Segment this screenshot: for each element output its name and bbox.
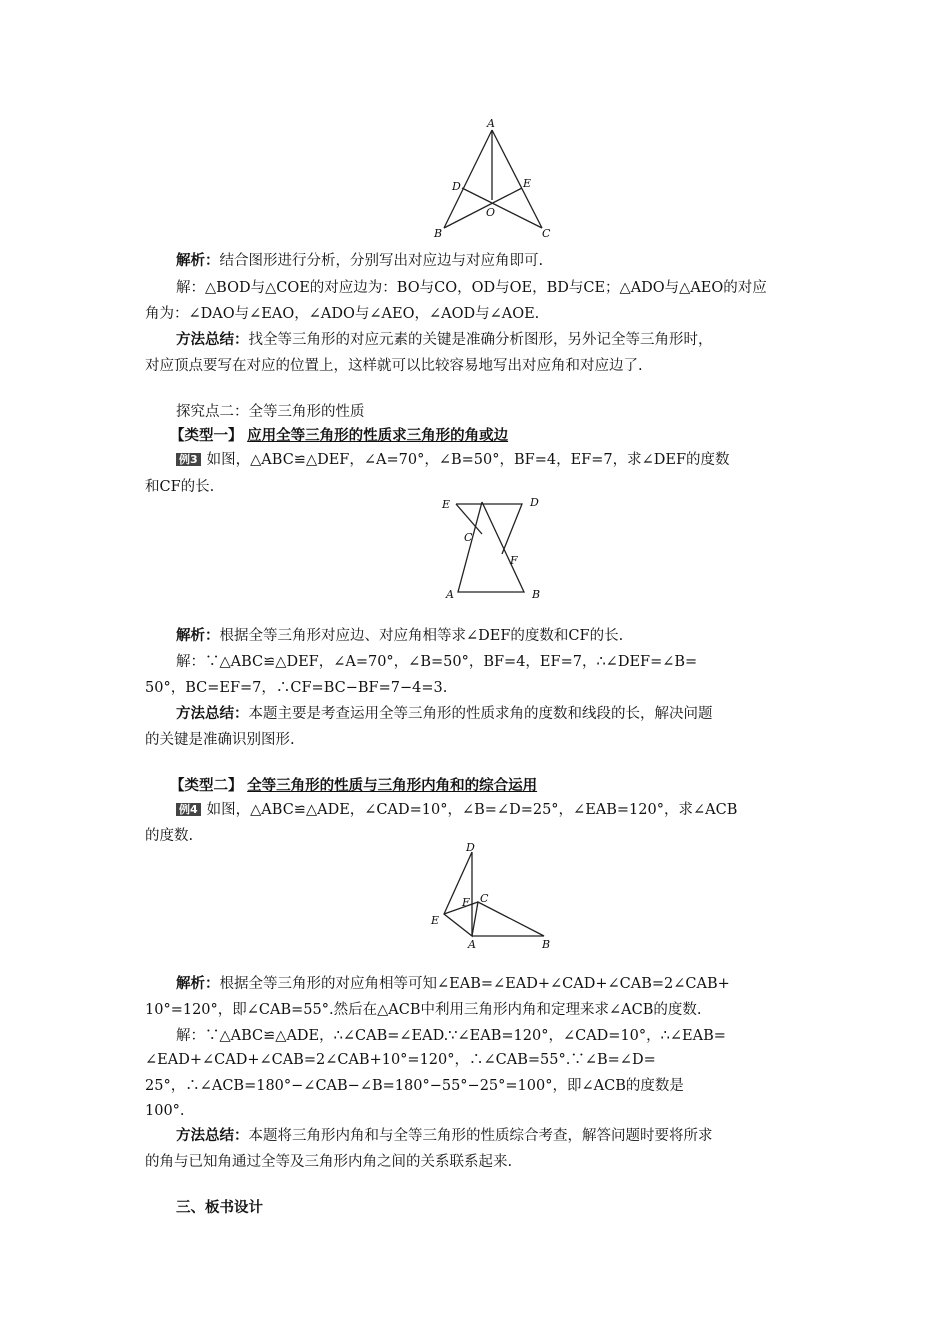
label-C: C [480,892,489,905]
solution-3-line1: 解：∵△ABC≌△ADE，∴∠CAB=∠EAD.∵∠EAB=120°，∠CAD=10°，∴∠EAB= [176,1028,726,1044]
label-A: A [487,117,495,130]
solution-3-line4: 100°. [145,1103,185,1119]
label-B: B [542,938,551,951]
example-3-line2: 和CF的长. [145,479,215,495]
analysis-label: 解析： [176,976,220,992]
figure-2 [436,494,556,604]
summary-text: 找全等三角形的对应元素的关键是准确分析图形，另外记全等三角形时， [248,332,713,348]
segment-AC [492,130,542,228]
label-F: F [510,554,518,567]
summary-text: 本题主要是考查运用全等三角形的性质求角的度数和线段的长，解决问题 [248,706,713,722]
example-3-text: 如图，△ABC≌△DEF，∠A=70°，∠B=50°，BF=4，EF=7，求∠DEF的度数 [206,452,730,468]
summary-2-line2: 的关键是准确识别图形. [145,732,295,748]
summary-text: 本题将三角形内角和与全等三角形的性质综合考查，解答问题时要将所求 [248,1128,713,1144]
segment-AB [444,130,492,228]
example-3-tag: 例3 [176,453,201,466]
type-2-heading [170,776,537,796]
solution-1-line2: 角为：∠DAO与∠EAO，∠ADO与∠AEO，∠AOD与∠AOE. [145,306,540,322]
label-F: F [462,896,470,909]
segment-CD [462,188,542,228]
label-D: D [466,841,475,854]
summary-3-line1 [176,1126,713,1146]
figure-1 [420,118,570,240]
label-B: B [532,588,541,601]
analysis-3-line2: 10°=120°，即∠CAB=55°.然后在△ACB中利用三角形内角和定理来求∠ACB的度数. [145,1002,702,1018]
label-E: E [442,498,451,511]
analysis-3-line1 [176,974,730,994]
label-C: C [542,227,551,240]
analysis-2 [176,626,623,646]
label-C: C [464,531,473,544]
triangle-ADE [444,852,472,936]
triangle-ABC [458,502,524,592]
section-heading-board-design: 三、板书设计 [176,1200,263,1216]
summary-label: 方法总结： [176,1128,249,1144]
analysis-label: 解析： [176,628,220,644]
figure-3 [424,840,564,952]
type-2-bracket: 【类型二】 [170,778,243,794]
summary-1-line2: 对应顶点要写在对应的位置上，这样就可以比较容易地写出对应角和对应边了. [145,358,643,374]
summary-label: 方法总结： [176,706,249,722]
label-D: D [452,180,461,193]
analysis-text: 根据全等三角形的对应角相等可知∠EAB=∠EAD+∠CAD+∠CAB=2∠CAB+ [219,976,730,992]
type-1-title: 应用全等三角形的性质求三角形的角或边 [247,428,509,444]
example-4-line2: 的度数. [145,828,194,844]
analysis-1 [176,251,543,271]
segment-BE [444,188,522,228]
analysis-text: 结合图形进行分析，分别写出对应边与对应角即可. [219,253,544,269]
label-D: D [530,496,539,509]
example-4-text: 如图，△ABC≌△ADE，∠CAD=10°，∠B=∠D=25°，∠EAB=120°，求∠ACB [206,802,738,818]
solution-3-line3: 25°，∴∠ACB=180°−∠CAB−∠B=180°−55°−25°=100°，即∠ACB的度数是 [145,1078,684,1094]
triangle-DEF [456,504,522,554]
example-4-tag: 例4 [176,803,201,816]
exploration-point-2: 探究点二：全等三角形的性质 [176,404,365,420]
label-A: A [468,938,476,951]
label-E: E [523,177,532,190]
label-B: B [434,227,443,240]
label-A: A [446,588,454,601]
summary-2-line1 [176,704,713,724]
solution-3-line2: ∠EAD+∠CAD+∠CAB=2∠CAB+10°=120°，∴∠CAB=55°.∵∠B=∠D= [145,1052,656,1068]
solution-1-line1: 解：△BOD与△COE的对应边为：BO与CO，OD与OE，BD与CE；△ADO与△AEO的对应 [176,280,767,296]
type-1-heading [170,426,508,446]
example-3-line1 [176,450,730,470]
label-O: O [486,206,496,219]
type-2-title: 全等三角形的性质与三角形内角和的综合运用 [247,778,538,794]
solution-2-line1: 解：∵△ABC≌△DEF，∠A=70°，∠B=50°，BF=4，EF=7，∴∠DEF=∠B= [176,654,698,670]
type-1-bracket: 【类型一】 [170,428,243,444]
analysis-label: 解析： [176,253,220,269]
analysis-text: 根据全等三角形对应边、对应角相等求∠DEF的度数和CF的长. [219,628,624,644]
summary-1-line1 [176,330,713,350]
summary-3-line2: 的角与已知角通过全等及三角形内角之间的关系联系起来. [145,1154,513,1170]
summary-label: 方法总结： [176,332,249,348]
solution-2-line2: 50°，BC=EF=7，∴CF=BC−BF=7−4=3. [145,680,448,696]
label-E: E [431,914,440,927]
example-4-line1 [176,800,737,820]
triangle-ABC [472,902,544,936]
